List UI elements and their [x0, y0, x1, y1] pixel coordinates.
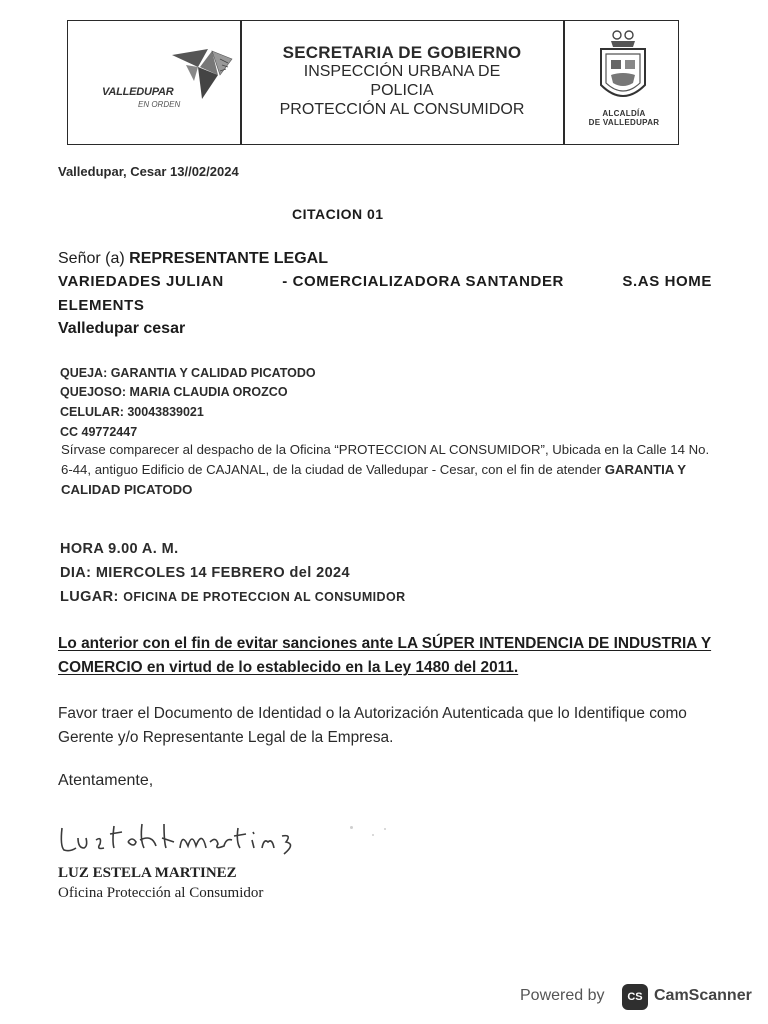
appointment-place — [60, 589, 406, 605]
company-names — [58, 273, 712, 290]
camscanner-logo-icon: CS — [622, 984, 648, 1010]
scan-speck — [350, 826, 353, 829]
letterhead — [67, 20, 679, 145]
summons-text: Sírvase comparecer al despacho de la Oficina “PROTECCION AL CONSUMIDOR”, Ubicada en la Calle 14 No. 6-44, antiguo Edificio de CAJANAL, de la ciudad de Valledupar - Cesar, con el fin de atender — [61, 442, 710, 477]
scan-speck — [384, 828, 386, 830]
complainant-id: CC 49772447 — [60, 425, 138, 439]
legal-warning-text: Lo anterior con el fin de evitar sanciones ante LA SÚPER INTENDENCIA DE INDUSTRIA Y COMERCIO en virtud de lo establecido en la Ley 1480 del 2011. — [58, 635, 712, 676]
handwritten-signature-icon — [56, 812, 346, 862]
header-subtitle-line: POLICIA — [370, 82, 434, 99]
header-subtitle-line: PROTECCIÓN AL CONSUMIDOR — [279, 101, 525, 118]
company-names-continued: ELEMENTS — [58, 297, 145, 314]
complainant-name: QUEJOSO: MARIA CLAUDIA OROZCO — [60, 385, 288, 399]
scan-speck — [372, 834, 374, 836]
powered-by-label: Powered by — [520, 987, 605, 1004]
complainant-phone: CELULAR: 30043839021 — [60, 405, 204, 419]
place-and-date: Valledupar, Cesar 13//02/2024 — [58, 164, 239, 179]
place-label: LUGAR: — [60, 589, 124, 605]
salutation-text: Señor (a) — [58, 250, 130, 267]
company-name-part: S.AS HOME — [622, 273, 712, 290]
complaint-type: QUEJA: GARANTIA Y CALIDAD PICATODO — [60, 366, 316, 380]
header-subtitle-line: INSPECCIÓN URBANA DE — [303, 63, 501, 80]
camscanner-name: CamScanner — [654, 987, 752, 1004]
valledupar-logo — [98, 41, 238, 121]
crest-label-line: DE VALLEDUPAR — [588, 118, 660, 127]
summons-subject: GARANTIA Y CALIDAD PICATODO — [61, 462, 686, 497]
salutation-role: REPRESENTANTE LEGAL — [129, 250, 328, 267]
header-title: SECRETARIA DE GOBIERNO — [282, 43, 522, 62]
addressee-city: Valledupar cesar — [58, 320, 186, 337]
crest-label-line: ALCALDÍA — [602, 109, 646, 118]
signatory-office: Oficina Protección al Consumidor — [58, 885, 264, 901]
header-divider — [563, 21, 565, 144]
crest-label — [569, 109, 679, 127]
appointment-date: DIA: MIERCOLES 14 FEBRERO del 2024 — [60, 565, 350, 581]
documents-note: Favor traer el Documento de Identidad o la Autorización Autenticada que lo Identifique como Gerente y/o Representante Legal de la Empresa. — [58, 705, 687, 746]
company-name-part: VARIEDADES JULIAN — [58, 273, 224, 290]
appointment-time: HORA 9.00 A. M. — [60, 541, 179, 557]
signatory-name: LUZ ESTELA MARTINEZ — [58, 865, 237, 881]
closing-phrase: Atentamente, — [58, 772, 154, 789]
logo-tagline: EN ORDEN — [138, 100, 181, 109]
legal-warning — [58, 632, 722, 680]
addressee-salutation — [58, 250, 328, 268]
summons-paragraph — [61, 440, 721, 500]
citation-title: CITACION 01 — [292, 206, 384, 222]
company-name-part: - COMERCIALIZADORA SANTANDER — [282, 273, 564, 290]
valledupar-logo-mark-icon — [168, 45, 234, 103]
header-titles — [242, 43, 562, 119]
city-coat-of-arms-icon — [595, 27, 651, 109]
place-value: OFICINA DE PROTECCION AL CONSUMIDOR — [123, 590, 406, 604]
logo-name: VALLEDUPAR — [102, 86, 174, 98]
